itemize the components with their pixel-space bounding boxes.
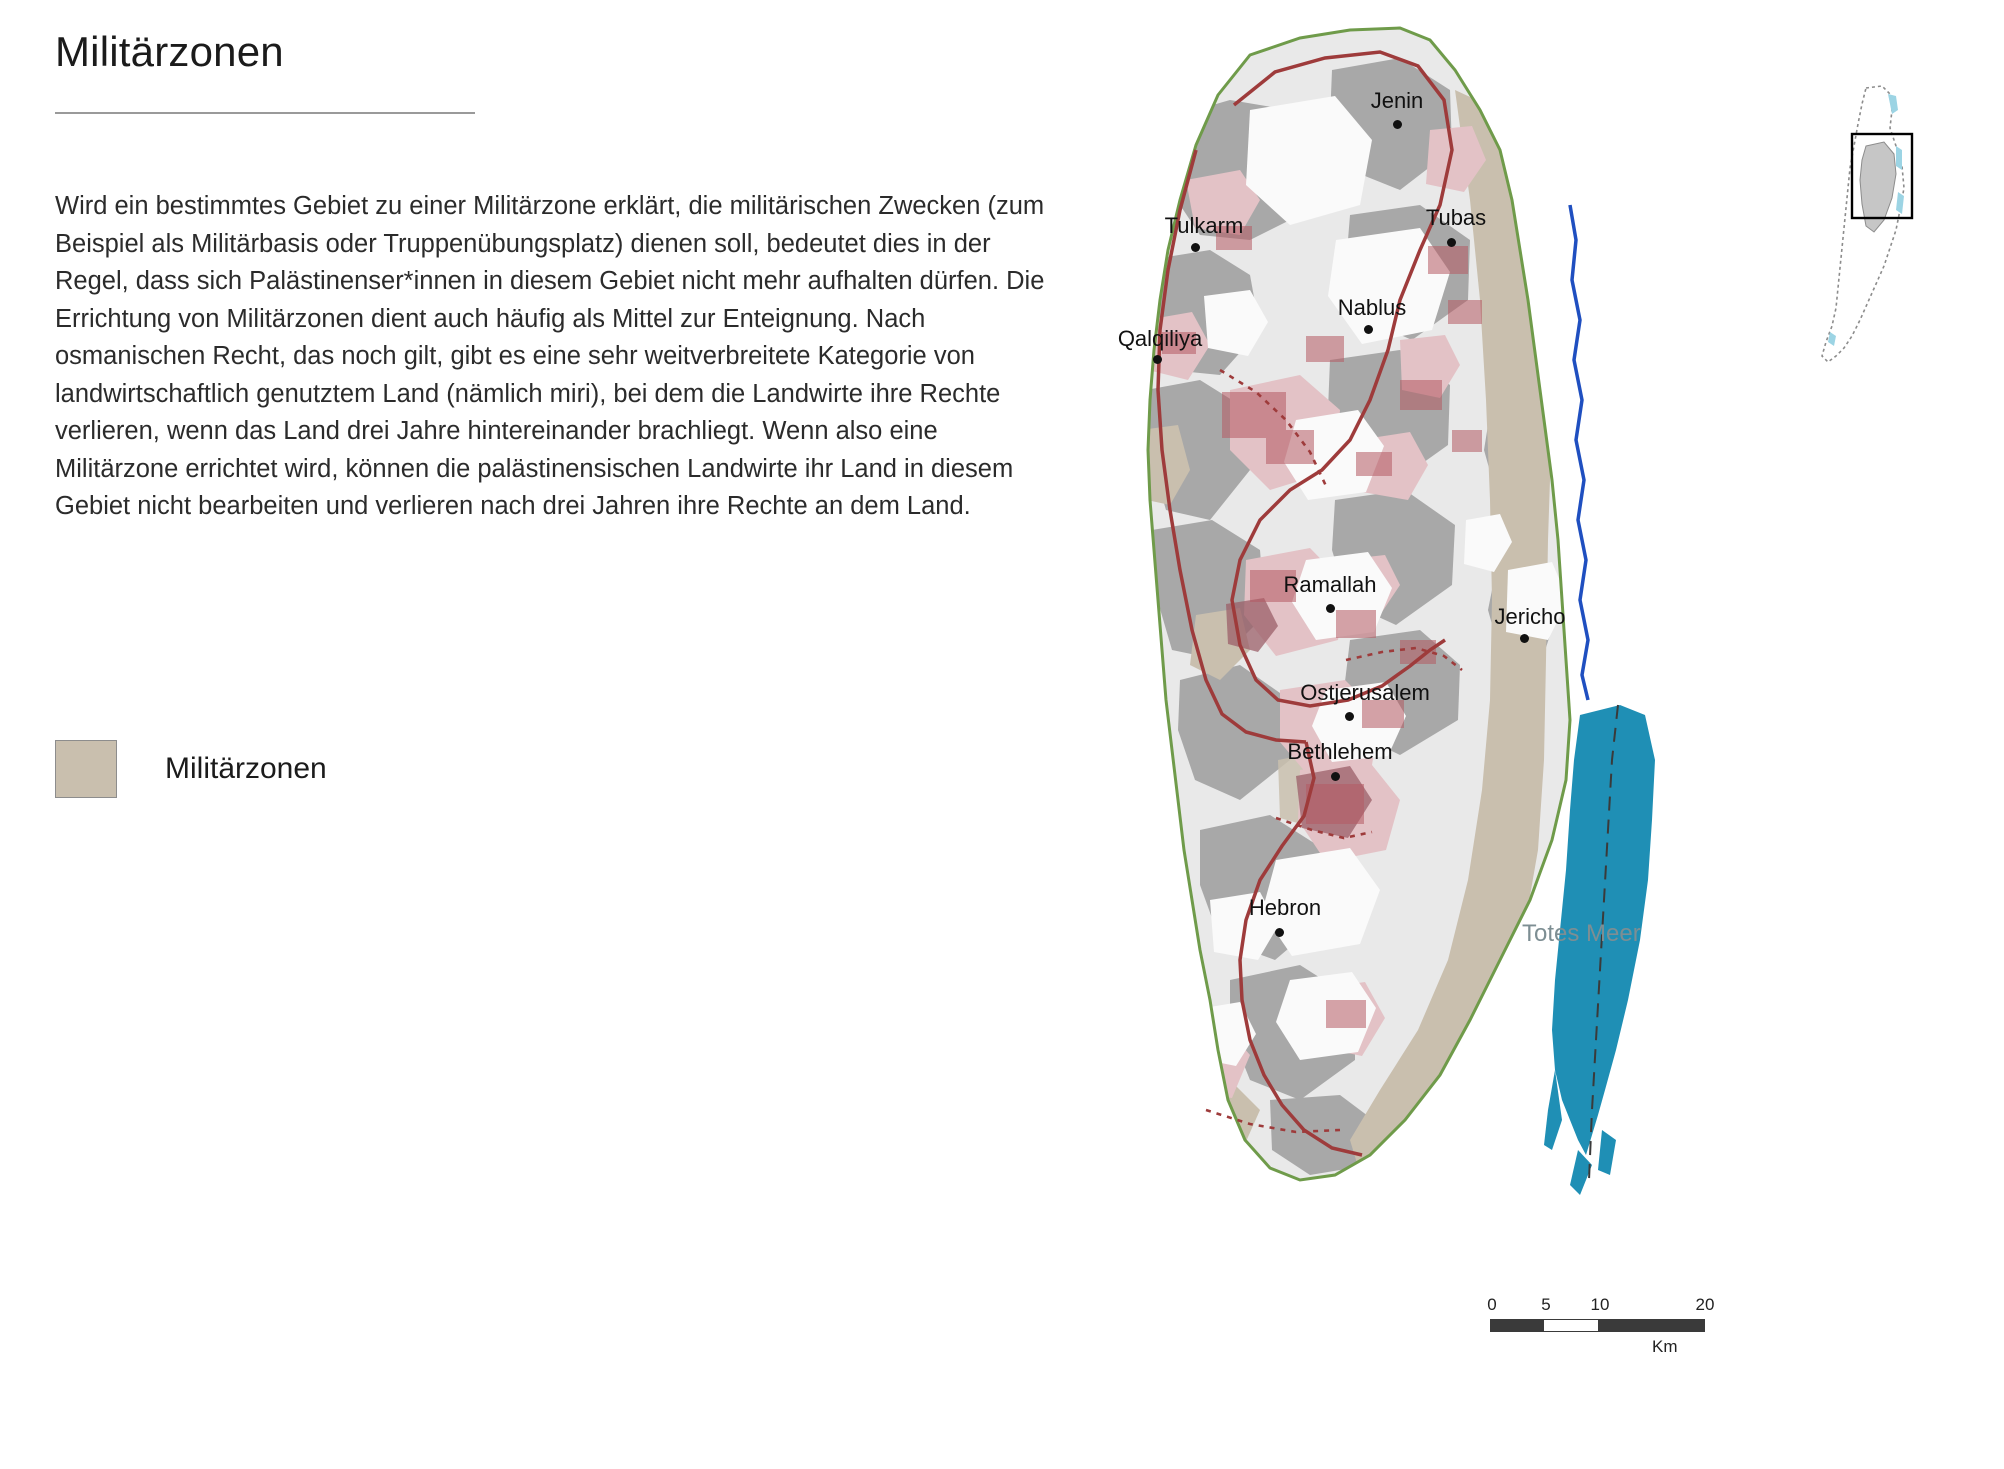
city-dot-nablus (1364, 325, 1373, 334)
scale-tick-20: 20 (1695, 1295, 1715, 1314)
city-label-jenin: Jenin (1370, 88, 1424, 113)
city-dot-bethlehem (1331, 772, 1340, 781)
title-divider (55, 112, 475, 114)
city-label-bethlehem: Bethlehem (1287, 739, 1393, 764)
scale-tick-10: 10 (1590, 1295, 1610, 1314)
city-label-hebron: Hebron (1248, 895, 1322, 920)
legend (55, 740, 327, 798)
city-label-jericho: Jericho (1494, 604, 1566, 629)
city-label-tulkarm: Tulkarm (1164, 213, 1244, 238)
city-dot-tubas (1447, 238, 1456, 247)
city-label-tubas: Tubas (1425, 205, 1487, 230)
city-labels (1100, 0, 1800, 1430)
map-area (1100, 0, 2004, 1469)
city-dot-tulkarm (1191, 243, 1200, 252)
legend-swatch-militaerzonen (55, 740, 117, 798)
city-dot-ramallah (1326, 604, 1335, 613)
city-dot-qalqiliya (1153, 355, 1162, 364)
description-text: Wird ein bestimmtes Gebiet zu einer Militärzone erklärt, die militärischen Zwecken (zum Beispiel als Militärbasis oder Truppenübungsplatz) dienen soll, bedeutet dies in der Regel, dass sich Palästinenser*innen in diesem Gebiet nicht mehr aufhalten dürfen. Die Errichtung von Militärzonen dient auch häufig als Mittel zur Enteignung. Nach osmanischen Recht, das noch gilt, gibt es eine sehr weitverbreitete Kategorie von landwirtschaftlich genutztem Land (nämlich miri), bei dem die Landwirte ihre Rechte verlieren, wenn das Land drei Jahre hintereinander brachliegt. Wenn also eine Militärzone errichtet wird, können die palästinensischen Landwirte ihr Land in diesem Gebiet nicht bearbeiten und verlieren nach drei Jahren ihre Rechte an dem Land. (55, 192, 1052, 520)
city-dot-ostjerusalem (1345, 712, 1354, 721)
water-label-totes-meer: Totes Meer (1522, 920, 1641, 947)
scale-unit-label: Km (1652, 1337, 1678, 1356)
scale-tick-0: 0 (1487, 1295, 1497, 1314)
city-dot-hebron (1275, 928, 1284, 937)
scale-bar-segments (1490, 1319, 1705, 1332)
city-label-qalqiliya: Qalqiliya (1117, 326, 1203, 351)
page-title: Militärzonen (55, 28, 284, 75)
city-label-ostjerusalem: Ostjerusalem (1300, 680, 1430, 705)
scale-tick-5: 5 (1541, 1295, 1551, 1314)
city-dot-jericho (1520, 634, 1529, 643)
legend-label-militaerzonen: Militärzonen (165, 752, 327, 785)
locator-map (1804, 80, 1964, 380)
city-label-nablus: Nablus (1337, 295, 1407, 320)
city-label-ramallah: Ramallah (1283, 572, 1377, 597)
scale-bar (1487, 1295, 1720, 1356)
city-dot-jenin (1393, 120, 1402, 129)
